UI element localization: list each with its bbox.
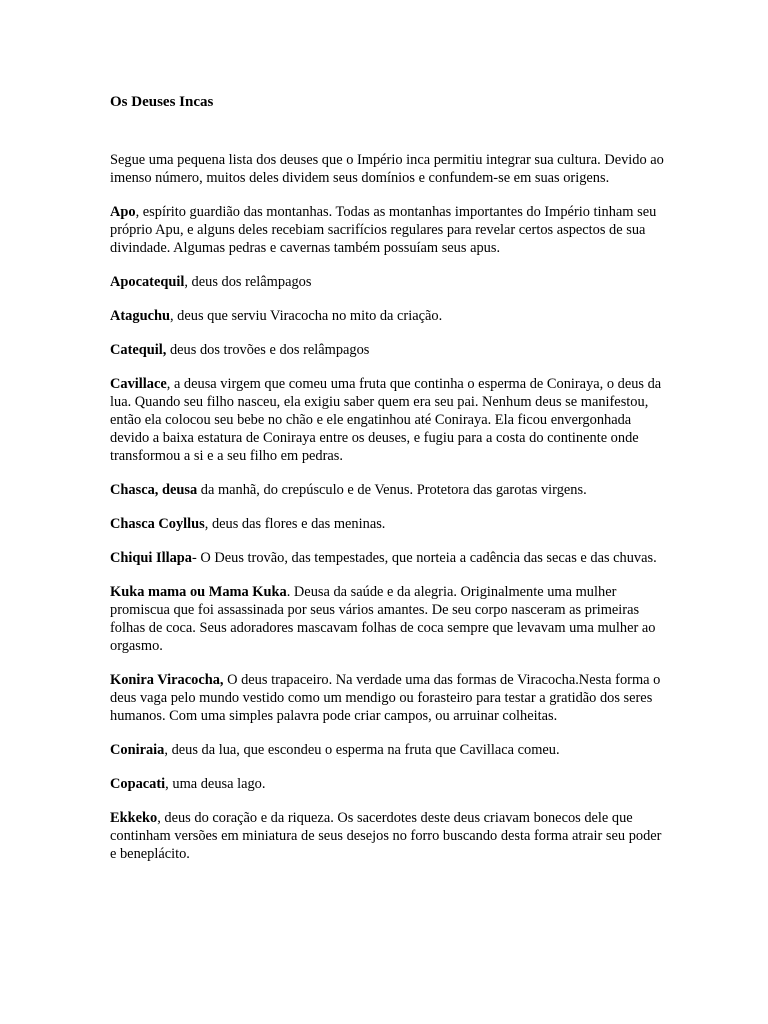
entry-text: , uma deusa lago. [165,776,266,792]
entry-kuka-mama [110,583,670,655]
entry-text: , deus das flores e das meninas. [204,516,386,532]
entry-text: , deus da lua, que escondeu o esperma na fruta que Cavillaca comeu. [164,742,560,758]
entry-ataguchu [110,307,670,325]
entry-konira-viracocha [110,671,670,725]
document-title: Os Deuses Incas [110,94,214,110]
entry-text: , deus que serviu Viracocha no mito da criação. [169,308,443,324]
entry-term: Cavillace [110,376,167,392]
document-page [110,93,670,879]
entry-text: , a deusa virgem que comeu uma fruta que continha o esperma de Coniraya, o deus da lua. Quando seu filho nasceu, ela exigiu saber quem era seu pai. Nenhum deus se manifestou, então ela colocou seu bebe no chão e ele engatinhou até Coniraya. Ela ficou envergonhada devido a baixa estatura de Coniraya entre os deuses, e fugiu para a costa do continente onde transformou a si e a seu filho em pedras. [110,376,662,464]
entry-term: Copacati [110,776,166,792]
entry-chasca [110,481,670,499]
entry-term: Chasca Coyllus [110,516,205,532]
entry-text: - O Deus trovão, das tempestades, que norteia a cadência das secas e das chuvas. [192,550,657,566]
entry-term: Catequil, [110,342,167,358]
entry-text: . Deusa da saúde e da alegria. Originalmente uma mulher promiscua que foi assassinada por seus vários amantes. De seu corpo nasceram as primeiras folhas de coca. Seus adoradores mascavam folhas de coca sempre que levavam uma mulher ao orgasmo. [110,584,656,654]
entry-copacati [110,775,670,793]
entry-coniraia [110,741,670,759]
entry-term: Chasca, deusa [110,482,198,498]
entry-term: Chiqui Illapa [110,550,192,566]
entry-term: Ekkeko [110,810,158,826]
entry-term: Apocatequil [110,274,185,290]
entry-chasca-coyllus [110,515,670,533]
entry-text: da manhã, do crepúsculo e de Venus. Protetora das garotas virgens. [197,482,587,498]
entry-term: Coniraia [110,742,165,758]
entry-text: O deus trapaceiro. Na verdade uma das formas de Viracocha.Nesta forma o deus vaga pelo mundo vestido como um mendigo ou forasteiro para testar a gratidão dos seres humanos. Com uma simples palavra pode criar campos, ou arruinar colheitas. [110,672,661,724]
entry-apocatequil [110,273,670,291]
intro-paragraph: Segue uma pequena lista dos deuses que o Império inca permitiu integrar sua cultura. Devido ao imenso número, muitos deles dividem seus domínios e confundem-se em suas origens. [110,152,664,186]
entry-text: , deus do coração e da riqueza. Os sacerdotes deste deus criavam bonecos dele que continham versões em miniatura de seus desejos no forro buscando desta forma atrair seu poder e beneplácito. [110,810,662,862]
entry-apo [110,203,670,257]
entry-catequil [110,341,670,359]
entry-text: deus dos trovões e dos relâmpagos [166,342,370,358]
entry-chiqui-illapa [110,549,670,567]
entry-term: Ataguchu [110,308,170,324]
entry-term: Kuka mama ou Mama Kuka [110,584,287,600]
entry-term: Konira Viracocha, [110,672,224,688]
entry-cavillace [110,375,670,465]
entry-text: , espírito guardião das montanhas. Todas as montanhas importantes do Império tinham seu próprio Apu, e alguns deles recebiam sacrifícios regulares para revelar certos aspectos de sua divindade. Algumas pedras e cavernas também possuíam seus apus. [110,204,657,256]
entry-term: Apo [110,204,136,220]
entry-ekkeko [110,809,670,863]
entry-text: , deus dos relâmpagos [184,274,312,290]
